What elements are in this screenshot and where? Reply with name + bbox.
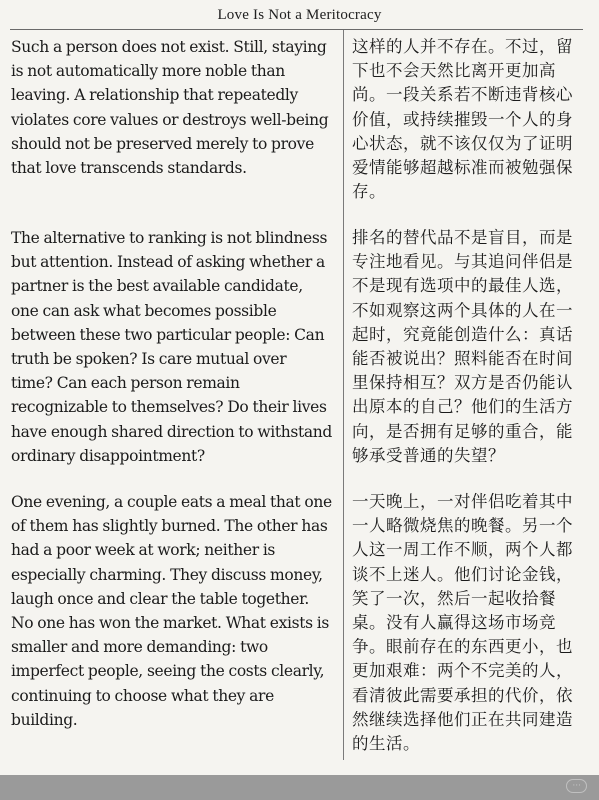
chinese-paragraph-1: 这样的人并不存在。不过，留 下也不会天然比离开更加高 尚。一段关系若不断违背核心 价值，或持续摧毁一个人的身 心状态，就不该仅仅为了证明 爱情能够超越标准而被勉强保 存。 — [352, 37, 573, 202]
english-paragraph-1: Such a person does not exist. Still, staying is not automatically more noble than leaving. A relationship that repeatedly violates core values or destroys well-being should not be preserved merely to prove that love transcends standards. — [11, 38, 329, 178]
page-header — [0, 0, 599, 32]
english-paragraph-2: The alternative to ranking is not blindness but attention. Instead of asking whether a partner is the best available candidate, one can ask what becomes possible between these two particular people: Can truth be spoken? Is care mutual over time? Can each person remain recognizable to themselves? Do their lives have enough shared direction to withstand ordinary disappointment? — [11, 229, 332, 465]
column-divider — [343, 30, 344, 760]
english-paragraph-3: One evening, a couple eats a meal that one of them has slightly burned. The other has had a poor week at work; neither is especially charming. They discuss money, laugh once and clear the table together. No one has won the market. What exists is smaller and more demanding: two imperfect people, seeing the costs clearly, continuing to choose what they are building. — [11, 493, 332, 729]
chinese-paragraph-2: 排名的替代品不是盲目，而是 专注地看见。与其追问伴侣是 不是现有选项中的最佳人选， 不如观察这两个具体的人在一 起时，究竟能创造什么：真话 能否被说出？照料能否在时间 里保持相互？双方是否仍能认 出原本的自己？他们的生活方 向，是否拥有足够的重合，能 够承受普通的失望？ — [352, 228, 573, 465]
footer-bar — [0, 775, 599, 800]
header-divider — [10, 29, 583, 30]
page-title: Love Is Not a Meritocracy — [217, 7, 382, 23]
chinese-paragraph-3: 一天晚上，一对伴侣吃着其中 一人略微烧焦的晚餐。另一个 人这一周工作不顺，两个人都 谈不上迷人。他们讨论金钱， 笑了一次，然后一起收拾餐 桌。没有人赢得这场市场竞 争。眼前存在的东西更小，也 更加艰难：两个不完美的人， 看清彼此需要承担的代价，依 然继续选择他们正在共同建造 的生活。 — [352, 492, 573, 754]
watermark-logo: ··· — [566, 779, 587, 793]
